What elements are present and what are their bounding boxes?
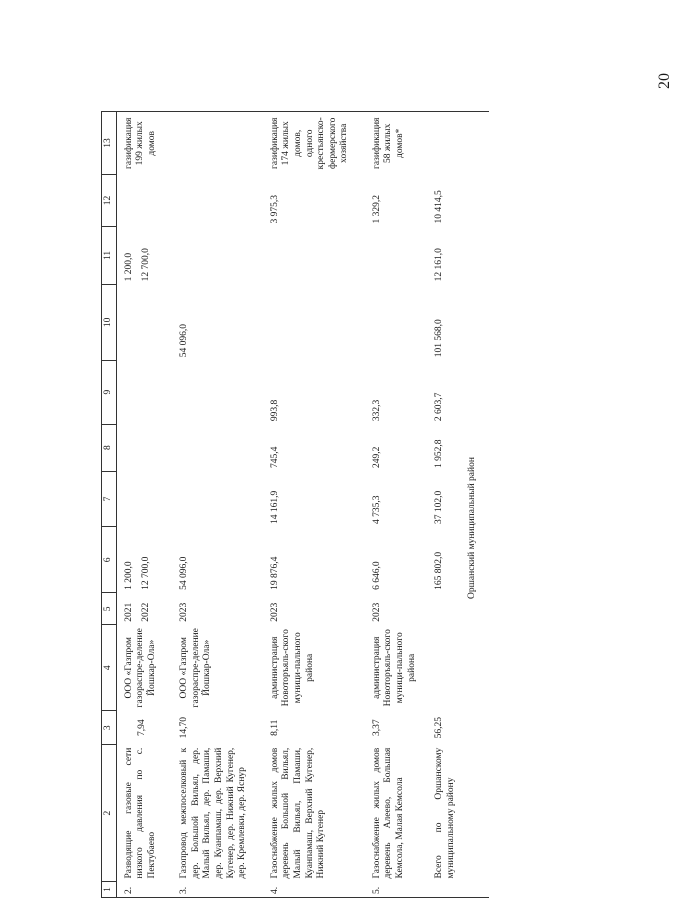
cell-9: 332,3 xyxy=(371,399,382,422)
cell-7 xyxy=(116,471,172,527)
total-cost-2: 12 700,0 xyxy=(141,556,152,590)
customer: администрация Новоторъяль-ского муници-пального района xyxy=(371,629,417,707)
customer: администрация Новоторъяль-ского муници-пального района xyxy=(269,629,315,707)
row-number: 2. xyxy=(116,882,172,898)
object-name: Газоснабжение жилых домов деревень Большой Вильял, Малый Вильял, Памаши, Куанпамаш, Верхний Кугенер, Нижний Кугенер xyxy=(269,747,327,879)
length-km: 14,70 xyxy=(179,717,190,739)
cell-10 xyxy=(263,284,365,360)
cell-9 xyxy=(116,360,172,424)
cell-11 xyxy=(172,227,262,285)
year-2: 2022 xyxy=(141,602,152,622)
year: 2023 xyxy=(269,602,280,622)
cell-12: 1 329,2 xyxy=(371,195,382,224)
object-name: Разводящие газовые сети низкого давления по с. Пектубаево xyxy=(123,747,157,879)
col-header-8: 8 xyxy=(102,424,117,471)
cell-12 xyxy=(116,175,172,227)
result: газификация 58 жилых домов* xyxy=(365,112,432,175)
col-header-10: 10 xyxy=(102,284,117,360)
object-name: Газоснабжение жилых домов деревень Алеево, Большая Кемсола, Малая Кемсола xyxy=(371,747,405,879)
cell-8 xyxy=(116,424,172,471)
cell-7 xyxy=(172,471,262,527)
cell-11 xyxy=(116,227,172,285)
year xyxy=(116,593,172,625)
row-number: 4. xyxy=(263,882,365,898)
cell-11 xyxy=(365,227,432,285)
col-header-5: 5 xyxy=(102,593,117,625)
length-km: 3,37 xyxy=(371,719,382,737)
table-row xyxy=(365,112,432,898)
total-9: 2 603,7 xyxy=(434,392,445,422)
col-header-6: 6 xyxy=(102,527,117,593)
col-header-13: 13 xyxy=(102,112,117,175)
section-title: Оршанский муниципальный район xyxy=(467,457,478,600)
total-length: 56,25 xyxy=(434,717,445,739)
total-10: 101 568,0 xyxy=(434,319,445,358)
customer: ООО «Газпром газораспре-деление Йошкар-Ола» xyxy=(179,628,213,708)
total-cost xyxy=(116,527,172,593)
table-row xyxy=(116,112,172,898)
cell-11 xyxy=(263,227,365,285)
col-header-7: 7 xyxy=(102,471,117,527)
col-header-4: 4 xyxy=(102,625,117,711)
total-cost: 54 096,0 xyxy=(179,556,190,590)
total-cost: 6 646,0 xyxy=(371,561,382,590)
cell-8: 249,2 xyxy=(371,446,382,469)
column-number-row xyxy=(102,112,117,898)
customer: ООО «Газпром газораспре-деление Йошкар-Ола» xyxy=(123,628,157,708)
cell-12 xyxy=(172,175,262,227)
year: 2023 xyxy=(371,602,382,622)
col-header-2: 2 xyxy=(102,745,117,882)
cell-8: 745,4 xyxy=(269,446,280,469)
result xyxy=(172,112,262,175)
cell-9: 993,8 xyxy=(269,399,280,422)
cell-9 xyxy=(172,360,262,424)
total-label: Всего по Оршанскому муниципальному району xyxy=(434,747,456,879)
row-number: 5. xyxy=(365,882,432,898)
cell-11-2: 12 700,0 xyxy=(141,248,152,282)
col-header-9: 9 xyxy=(102,360,117,424)
total-8: 1 952,8 xyxy=(434,439,445,469)
length-km: 8,11 xyxy=(269,719,280,736)
year: 2023 xyxy=(179,602,190,622)
col-header-12: 12 xyxy=(102,175,117,227)
col-header-11: 11 xyxy=(102,227,117,285)
total-12: 10 414,5 xyxy=(434,190,445,224)
total-11: 12 161,0 xyxy=(434,248,445,282)
cell-8 xyxy=(172,424,262,471)
result: газификация 174 жилых домов, одного крестьянско-фермерского хозяйства xyxy=(263,112,365,175)
cell-7: 4 735,3 xyxy=(371,495,382,524)
object-name: Газопровод межпоселковый к дер. Большой Вильял, дер. Малый Вильял, дер. Памаши, дер. Куанпамаш, дер. Верхний Кугенер, дер. Нижний Кугенер, дер. Кремлевки, дер. Яснур xyxy=(179,747,248,879)
investment-table xyxy=(101,111,489,898)
col-header-3: 3 xyxy=(102,711,117,745)
total-cost-sum: 165 802,0 xyxy=(434,551,445,590)
year-1: 2021 xyxy=(123,602,134,622)
table-row xyxy=(263,112,365,898)
row-number: 3. xyxy=(172,882,262,898)
section-row xyxy=(459,112,489,898)
cell-11-1: 1 200,0 xyxy=(123,252,134,282)
cell-7: 14 161,9 xyxy=(269,490,280,524)
cell-10: 54 096,0 xyxy=(179,323,190,358)
total-7: 37 102,0 xyxy=(434,490,445,524)
cell-10 xyxy=(365,284,432,360)
total-row xyxy=(432,112,459,898)
col-header-1: 1 xyxy=(102,882,117,898)
rotated-page-content xyxy=(101,111,638,898)
total-cost: 19 876,4 xyxy=(269,556,280,590)
table-row xyxy=(172,112,262,898)
length-km: 7,94 xyxy=(136,719,147,737)
total-cost-1: 1 200,0 xyxy=(123,561,134,590)
cell-10 xyxy=(116,284,172,360)
cell-12: 3 975,3 xyxy=(269,195,280,224)
result: газификация 199 жилых домов xyxy=(116,112,172,175)
page-number: 20 xyxy=(656,73,673,89)
